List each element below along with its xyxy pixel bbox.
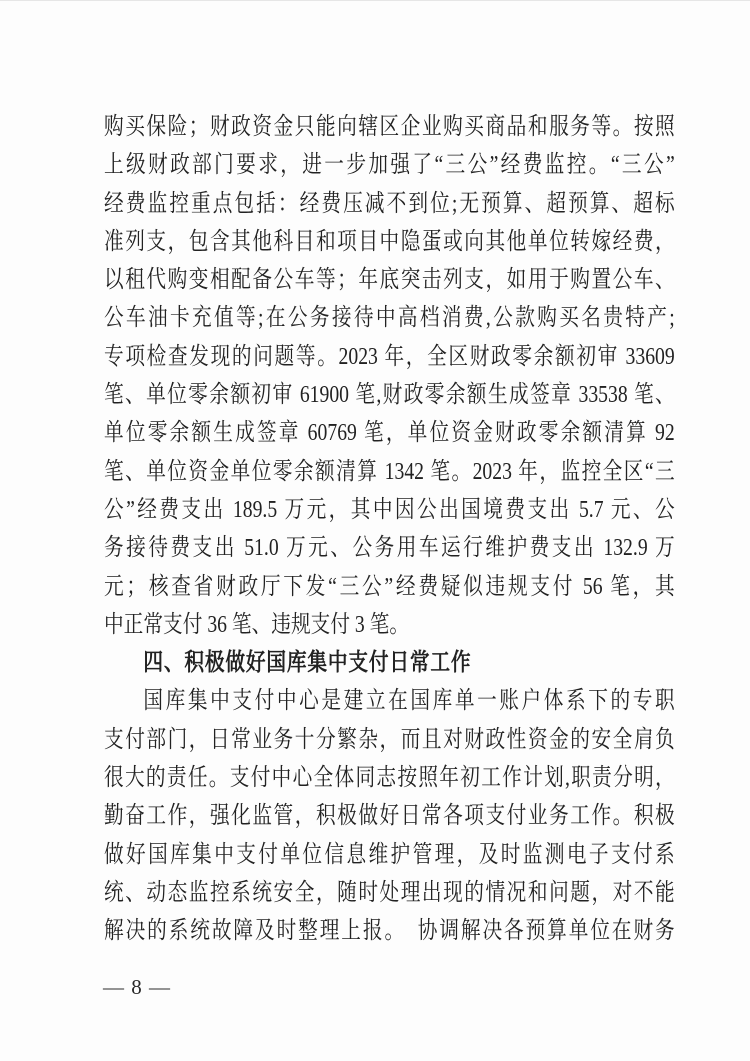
text-line: 国库集中支付中心是建立在国库单一账户体系下的专职	[143, 688, 675, 715]
text-line: 中正常支付 36 笔、违规支付 3 笔。	[104, 611, 410, 638]
paragraph-sangong-monitoring	[104, 108, 675, 644]
text-line: 元；核查省财政厅下发“三公”经费疑似违规支付 56 笔，其	[104, 573, 675, 600]
section-heading-text: 四、积极做好国库集中支付日常工作	[143, 650, 472, 677]
page-footer	[103, 975, 171, 1000]
text-line: 做好国库集中支付单位信息维护管理，及时监测电子支付系	[104, 841, 675, 868]
page-number: — 8 —	[103, 975, 171, 999]
text-line: 经费监控重点包括：经费压减不到位;无预算、超预算、超标	[104, 190, 675, 217]
text-line: 公车油卡充值等;在公务接待中高档消费,公款购买名贵特产;	[104, 305, 675, 332]
text-line: 很大的责任。支付中心全体同志按照年初工作计划,职责分明，	[104, 765, 675, 792]
text-line: 笔、单位资金单位零余额清算 1342 笔。2023 年，监控全区“三	[104, 458, 675, 485]
text-line: 勤奋工作，强化监管，积极做好日常各项支付业务工作。积极	[104, 803, 675, 830]
text-line: 务接待费支出 51.0 万元、公务用车运行维护费支出 132.9 万	[104, 535, 675, 562]
text-line: 专项检查发现的问题等。2023 年，全区财政零余额初审 33609	[104, 343, 675, 370]
paragraph-treasury-payment-center	[104, 682, 675, 950]
text-line: 准列支，包含其他科目和项目中隐蛋或向其他单位转嫁经费，	[104, 228, 675, 255]
document-body	[104, 108, 675, 951]
text-line: 支付部门，日常业务十分繁杂，而且对财政性资金的安全肩负	[104, 726, 675, 753]
text-line: 上级财政部门要求，进一步加强了“三公”经费监控。“三公”	[104, 152, 675, 179]
text-line: 以租代购变相配备公车等；年底突击列支，如用于购置公车、	[104, 267, 675, 294]
text-line: 解决的系统故障及时整理上报。 协调解决各预算单位在财务	[104, 918, 675, 945]
text-line: 统、动态监控系统安全，随时处理出现的情况和问题，对不能	[104, 879, 675, 906]
text-line: 单位零余额生成签章 60769 笔，单位资金财政零余额清算 92	[104, 420, 675, 447]
page-top-edge	[0, 0, 750, 1]
text-line: 公”经费支出 189.5 万元，其中因公出国境费支出 5.7 元、公	[104, 496, 675, 523]
text-line: 购买保险；财政资金只能向辖区企业购买商品和服务等。按照	[104, 114, 675, 140]
text-line: 笔、单位零余额初审 61900 笔,财政零余额生成签章 33538 笔、	[104, 382, 675, 409]
section-heading-four	[104, 644, 675, 682]
